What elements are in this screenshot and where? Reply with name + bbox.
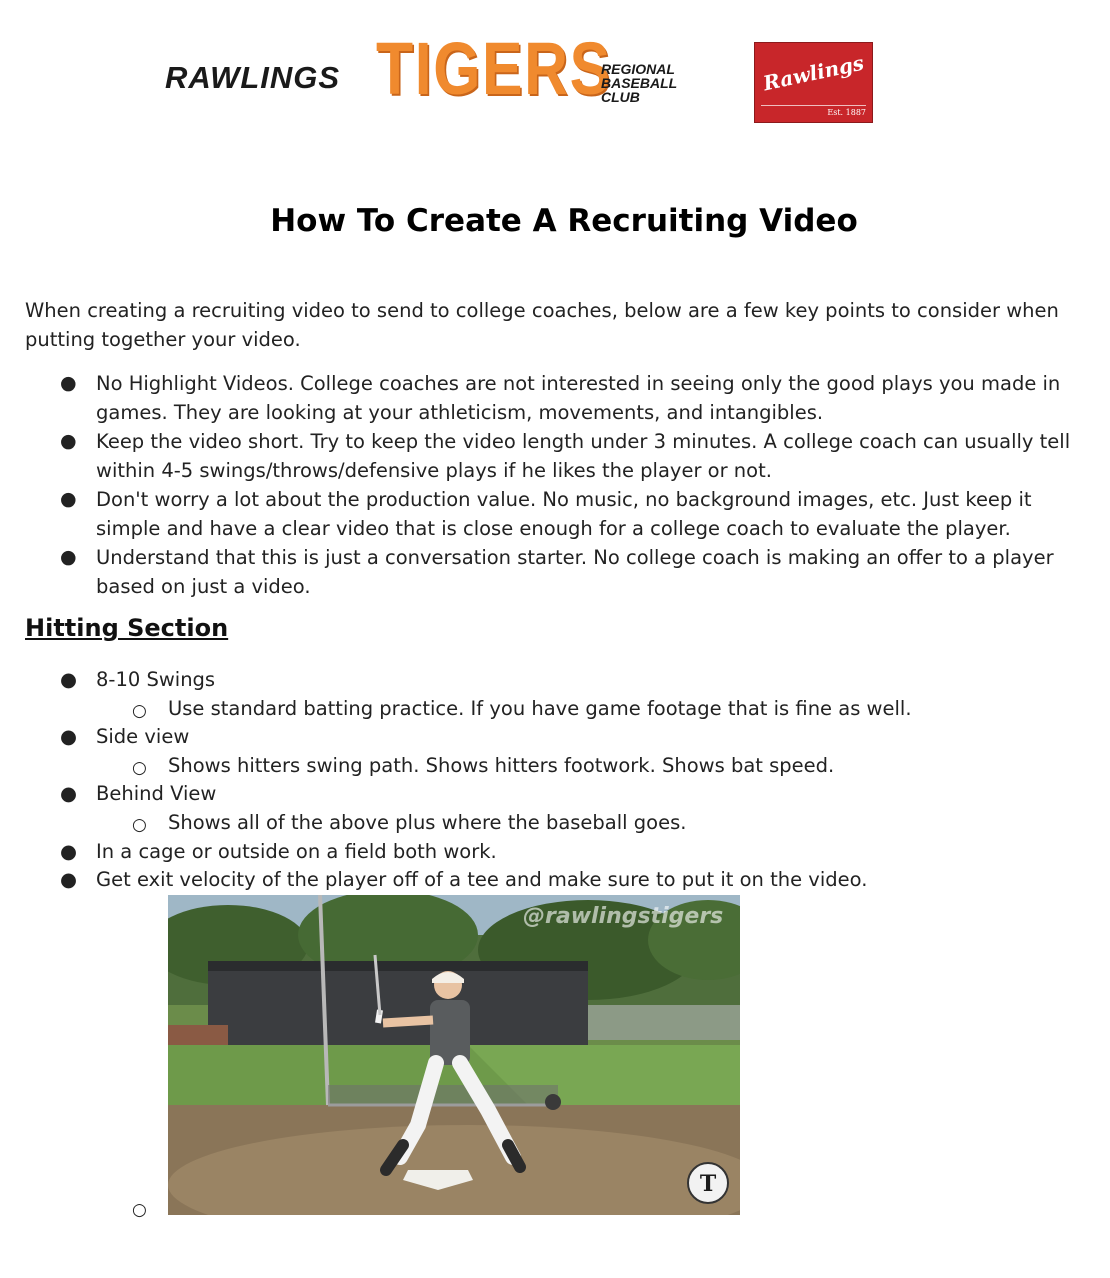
sub-list-item-text: Shows hitters swing path. Shows hitters footwork. Shows bat speed. bbox=[168, 753, 835, 777]
bullet-icon: ● bbox=[60, 668, 78, 691]
sub-list-item bbox=[0, 752, 1110, 781]
list-item bbox=[0, 369, 1086, 427]
badge-script: Rawlings bbox=[760, 50, 867, 96]
intro-paragraph: When creating a recruiting video to send to college coaches, below are a few key points to consider when putting together your video. bbox=[25, 299, 1059, 351]
brand-subtitle-line: CLUB bbox=[601, 89, 640, 105]
key-points-list bbox=[0, 369, 1110, 601]
sub-list-item-text: Use standard batting practice. If you have game footage that is fine as well. bbox=[168, 696, 912, 720]
list-item bbox=[0, 543, 1086, 601]
hollow-bullet-icon: ○ bbox=[132, 814, 147, 835]
page-title: How To Create A Recruiting Video bbox=[270, 203, 858, 239]
list-item bbox=[0, 780, 1110, 809]
hitting-section-heading: Hitting Section bbox=[25, 614, 229, 642]
list-item-text: Side view bbox=[96, 725, 190, 749]
photo-watermark: @rawlingstigers bbox=[523, 904, 724, 929]
bullet-icon: ● bbox=[60, 372, 77, 394]
hollow-bullet-icon: ○ bbox=[132, 700, 147, 721]
list-item-text: No Highlight Videos. College coaches are not interested in seeing only the good plays you made in games. They are looking at your athleticism, movements, and intangibles. bbox=[96, 372, 1061, 424]
sub-list-item bbox=[0, 809, 1110, 838]
bullet-icon: ● bbox=[60, 868, 78, 892]
brand-subtitle-line: REGIONAL bbox=[601, 61, 675, 77]
hitting-list bbox=[0, 666, 1110, 895]
list-item bbox=[0, 866, 1110, 895]
rawlings-badge-logo bbox=[754, 42, 873, 123]
brand-subtitle-line: BASEBALL bbox=[601, 75, 678, 91]
list-item-text: 8-10 Swings bbox=[96, 668, 216, 691]
list-item bbox=[0, 723, 1110, 752]
sub-list-item-text: Shows all of the above plus where the baseball goes. bbox=[168, 810, 687, 834]
hollow-bullet-icon: ○ bbox=[132, 757, 147, 778]
brand-rawlings-wordmark: RAWLINGS bbox=[165, 60, 341, 95]
list-item-text: Don't worry a lot about the production value. No music, no background images, etc. Just keep it simple and have a clear video that is close enough for a college coach to evaluate the player. bbox=[96, 488, 1032, 540]
bullet-icon: ● bbox=[60, 839, 78, 863]
bullet-icon: ● bbox=[60, 430, 77, 452]
batting-practice-photo bbox=[168, 895, 740, 1215]
hollow-bullet-icon: ○ bbox=[132, 1200, 147, 1220]
bullet-icon: ● bbox=[60, 782, 78, 806]
list-item-text: Understand that this is just a conversation starter. No college coach is making an offer to a player based on just a video. bbox=[96, 546, 1054, 598]
brand-tigers-wordmark: TIGERS bbox=[376, 27, 612, 110]
badge-divider bbox=[761, 105, 866, 106]
svg-text:T: T bbox=[699, 1171, 717, 1197]
bullet-icon: ● bbox=[60, 546, 77, 568]
list-item-text: Keep the video short. Try to keep the video length under 3 minutes. A college coach can usually tell within 4-5 swings/throws/defensive plays if he likes the player or not. bbox=[96, 430, 1071, 482]
list-item bbox=[0, 427, 1086, 485]
badge-est: Est. 1887 bbox=[827, 108, 866, 117]
list-item bbox=[0, 666, 1110, 695]
sub-list-item bbox=[0, 695, 1110, 724]
bullet-icon: ● bbox=[60, 725, 78, 749]
list-item-text: Get exit velocity of the player off of a tee and make sure to put it on the video. bbox=[96, 868, 868, 892]
document-header bbox=[0, 0, 1110, 150]
list-item-text: Behind View bbox=[96, 782, 217, 806]
bullet-icon: ● bbox=[60, 488, 77, 510]
brand-subtitle bbox=[601, 62, 677, 104]
list-item bbox=[0, 838, 1110, 867]
list-item bbox=[0, 485, 1086, 543]
list-item-text: In a cage or outside on a field both work. bbox=[96, 839, 497, 863]
batting-photo-illustration bbox=[168, 895, 740, 1215]
